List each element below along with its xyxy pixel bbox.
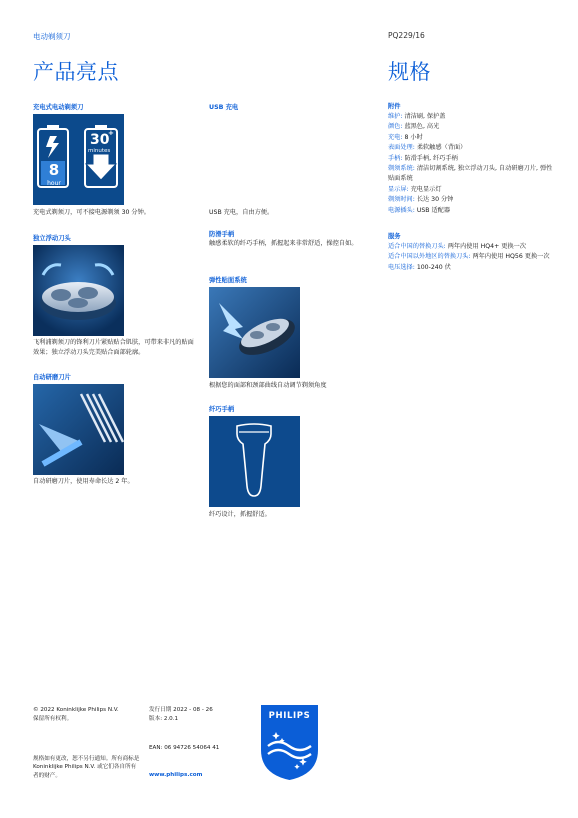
accessories-key: 充电: <box>388 133 403 141</box>
feature-text-usb: USB 充电，自由方便。 <box>209 209 274 216</box>
philips-wordmark: PHILIPS <box>268 711 311 721</box>
feature-text-nonslip: 触感柔软的纤巧手柄，抓握起来非常舒适，操控自如。 <box>209 240 358 247</box>
accessories-value: 清洁切割系统, 独立浮动刀头, 自动研磨刀片, 弹性贴面系统 <box>388 165 553 183</box>
accessories-value: 防滑手柄, 纤巧手柄 <box>404 154 458 162</box>
accessories-row <box>388 133 558 143</box>
accessories-key: 剃须系统: <box>388 165 415 173</box>
category-label: 电动剃须刀 <box>33 32 71 41</box>
philips-logo <box>258 702 321 782</box>
rechargeable-image <box>33 114 124 205</box>
accessories-key: 手柄: <box>388 154 403 162</box>
service-value: 两年内使用 HQ56 更换一次 <box>472 253 550 261</box>
battery-icon <box>33 114 124 205</box>
feature-title-slim: 纤巧手柄 <box>209 406 235 413</box>
version-label: 版本: 2.0.1 <box>149 716 179 722</box>
specs-service-section <box>388 231 558 273</box>
accessories-value: 柔软触感（背面） <box>416 144 467 152</box>
service-key: 适合中国以外地区的替换刀头: <box>388 253 471 261</box>
shaver-head-icon <box>33 245 124 336</box>
feature-title-rechargeable: 充电式电动剃须刀 <box>33 104 84 111</box>
badge-hours: 8 <box>48 161 60 179</box>
service-key: 电压选择: <box>388 263 415 271</box>
feature-text-sharpening: 自动研磨刀片，使用寿命长达 2 年。 <box>33 478 134 485</box>
feature-title-usb: USB 充电 <box>209 104 239 111</box>
shaver-outline-icon <box>209 416 300 507</box>
release-date: 发行日期 2022 - 08 - 26 <box>149 707 213 713</box>
slim-grip-image <box>209 416 300 507</box>
service-value: 100-240 伏 <box>416 263 451 271</box>
accessories-row <box>388 112 558 122</box>
service-value: 两年内使用 HQ4+ 更换一次 <box>447 243 527 250</box>
accessories-value: USB 适配器 <box>416 206 451 214</box>
badge-minutes: 30 <box>90 132 110 148</box>
accessories-key: 表面处理: <box>388 144 415 152</box>
accessories-row <box>388 164 558 185</box>
accessories-key: 颜色: <box>388 123 403 131</box>
accessories-value: 清洁刷, 保护盖 <box>404 113 446 120</box>
accessories-row <box>388 206 558 216</box>
accessories-key: 显示屏: <box>388 185 409 193</box>
contour-image <box>209 287 300 378</box>
blade-icon <box>33 384 124 475</box>
copyright-line-1: © 2022 Koninklijke Philips N.V. <box>33 707 119 713</box>
service-row <box>388 252 558 262</box>
feature-title-contour: 弹性贴面系统 <box>209 277 247 284</box>
highlights-title: 产品亮点 <box>33 60 119 84</box>
accessories-key: 维护: <box>388 113 403 120</box>
accessories-row <box>388 143 558 153</box>
badge-minutes-sup: + <box>108 129 114 137</box>
accessories-row <box>388 154 558 164</box>
accessories-value: 充电显示灯 <box>410 185 442 193</box>
service-title: 服务 <box>388 233 401 240</box>
feature-title-sharpening: 自动研磨刀片 <box>33 374 71 381</box>
accessories-value: 长达 30 分钟 <box>416 196 454 204</box>
service-row <box>388 263 558 273</box>
badge-hour-unit: hour <box>47 180 61 187</box>
model-number: PQ229/16 <box>388 31 425 40</box>
accessories-row <box>388 195 558 205</box>
specs-title: 规格 <box>388 60 431 84</box>
accessories-value: 蓝黑色, 高光 <box>404 123 440 131</box>
accessories-value: 8 小时 <box>404 133 423 141</box>
ean-code: EAN: 06 94726 54064 41 <box>149 745 220 751</box>
feature-title-nonslip: 防滑手柄 <box>209 231 235 238</box>
badge-minutes-unit: minutes <box>88 148 111 154</box>
feature-text-contour: 根据您的面部和颈部曲线自动调节剃须角度 <box>209 382 327 389</box>
accessories-key: 剃须时间: <box>388 196 415 204</box>
accessories-key: 电源插头: <box>388 206 415 214</box>
feature-text-slim: 纤巧设计，抓握舒适。 <box>209 511 271 518</box>
sharpening-image <box>33 384 124 475</box>
accessories-row <box>388 185 558 195</box>
copyright-line-2: 保留所有权利。 <box>33 716 73 722</box>
service-row <box>388 242 558 252</box>
specs-accessories-section <box>388 101 558 216</box>
contour-icon <box>209 287 300 378</box>
service-key: 适合中国的替换刀头: <box>388 243 446 250</box>
website-link[interactable]: www.philips.com <box>149 772 203 778</box>
floating-heads-image <box>33 245 124 336</box>
feature-text-floating: 飞利浦剃须刀的锋利刀片紧贴贴合肌肤，可带来非凡的贴面效果；独立浮动刀头完美贴合面部轮廓。 <box>33 339 194 356</box>
feature-title-floating: 独立浮动刀头 <box>33 235 71 242</box>
accessories-title: 附件 <box>388 103 401 110</box>
disclaimer-text: 规格如有更改，恕不另行通知。所有商标是 Koninklijke Philips N.V. 或它们各自所有者的财产。 <box>33 756 140 779</box>
feature-text-rechargeable: 充电式剃须刀，可不接电源剃须 30 分钟。 <box>33 209 150 216</box>
accessories-row <box>388 122 558 132</box>
